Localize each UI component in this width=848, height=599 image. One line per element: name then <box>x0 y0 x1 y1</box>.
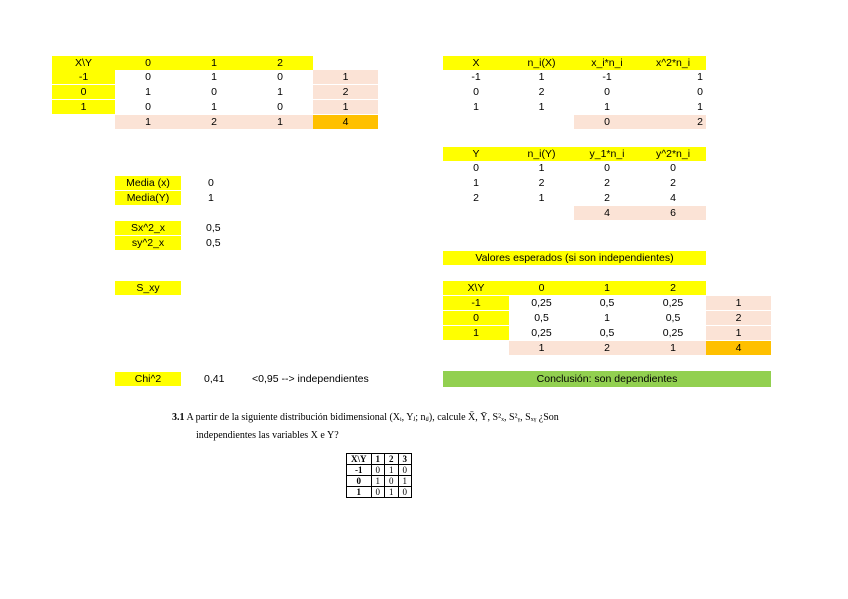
expected-col-total: 1 <box>509 341 574 355</box>
media-x-label: Media (x) <box>115 176 181 190</box>
joint-header-col: 0 <box>115 56 181 70</box>
x-marginal-cell: 1 <box>697 71 703 83</box>
joint-cell: 0 <box>211 86 217 98</box>
chi-square-label: Chi^2 <box>115 372 181 386</box>
expected-title: Valores esperados (si son independientes) <box>443 251 706 265</box>
problem-table-cell: 0 <box>398 487 412 498</box>
y-marginal-cell: 0 <box>473 162 479 174</box>
x-marginal-cell: 1 <box>473 101 479 113</box>
expected-cell: 0,5 <box>599 297 615 309</box>
variance-y-label: sy^2_x <box>115 236 181 250</box>
problem-table-cell: 1 <box>347 487 372 498</box>
conclusion-banner: Conclusión: son dependientes <box>443 371 771 387</box>
x-marginal-sum: 2 <box>640 115 706 129</box>
expected-cell: 0,25 <box>531 297 552 309</box>
expected-cell: 0,5 <box>599 327 615 339</box>
expected-cell: 1 <box>604 312 610 324</box>
y-marginal-header: y_1*n_i <box>574 147 640 161</box>
y-marginal-header: y^2*n_i <box>640 147 706 161</box>
joint-col-total: 1 <box>115 115 181 129</box>
x-marginal-cell: 1 <box>604 101 610 113</box>
x-marginal-cell: 0 <box>604 86 610 98</box>
y-marginal-sum: 6 <box>640 206 706 220</box>
chi-square-note: <0,95 --> independientes <box>252 373 369 385</box>
variance-y-value: 0,5 <box>206 237 221 249</box>
y-marginal-cell: 2 <box>670 177 676 189</box>
media-y-label: Media(Y) <box>115 191 181 205</box>
joint-row-label: 0 <box>52 85 115 99</box>
x-marginal-header: x_i*n_i <box>574 56 640 70</box>
joint-row-total: 1 <box>313 100 378 114</box>
y-marginal-cell: 1 <box>538 162 545 174</box>
x-marginal-cell: -1 <box>602 71 612 83</box>
problem-table-cell: 1 <box>371 476 385 487</box>
joint-header-xy: X\Y <box>52 56 115 70</box>
problem-table-cell: 0 <box>385 476 399 487</box>
problem-statement <box>172 411 559 443</box>
problem-text: A partir de la siguiente distribución bidimensional (Xᵢ, Yⱼ; nᵢⱼ), calcule X̄, Ȳ, S²ₓ, S²ᵧ, Sₓᵧ ¿Son <box>186 412 559 423</box>
expected-row-total: 1 <box>706 296 771 310</box>
expected-row-total: 1 <box>706 326 771 340</box>
problem-table-cell: 0 <box>371 487 385 498</box>
x-marginal-cell: 1 <box>538 101 545 113</box>
joint-cell: 1 <box>277 86 283 98</box>
y-marginal-cell: 2 <box>604 192 610 204</box>
joint-header-col: 2 <box>247 56 313 70</box>
joint-col-total: 2 <box>181 115 247 129</box>
expected-header-col: 0 <box>509 281 574 295</box>
expected-cell: 0,5 <box>665 312 681 324</box>
problem-table-cell: 0 <box>347 476 372 487</box>
joint-cell: 1 <box>211 101 217 113</box>
joint-row-label: 1 <box>52 100 115 114</box>
y-marginal-cell: 1 <box>538 192 545 204</box>
problem-table-cell: 1 <box>385 465 399 476</box>
expected-cell: 0,25 <box>662 327 684 339</box>
problem-table <box>346 453 412 498</box>
y-marginal-cell: 1 <box>473 177 479 189</box>
x-marginal-header: X <box>443 56 509 70</box>
x-marginal-cell: 0 <box>697 86 703 98</box>
problem-table-cell: 2 <box>385 454 399 465</box>
expected-row-total: 2 <box>706 311 771 325</box>
problem-table-cell: 0 <box>398 465 412 476</box>
expected-row-label: 0 <box>443 311 509 325</box>
problem-table-header <box>347 454 412 465</box>
problem-table-cell: -1 <box>347 465 372 476</box>
joint-row-label: -1 <box>52 70 115 84</box>
x-marginal-cell: 1 <box>697 101 703 113</box>
expected-cell: 0,25 <box>662 297 684 309</box>
joint-grand-total: 4 <box>313 115 378 129</box>
joint-cell: 1 <box>145 86 151 98</box>
joint-header-col: 1 <box>181 56 247 70</box>
problem-table-cell: 1 <box>371 454 385 465</box>
x-marginal-cell: 2 <box>538 86 545 98</box>
problem-line-2: independientes las variables X e Y? <box>196 430 339 441</box>
expected-cell: 0,25 <box>531 327 552 339</box>
problem-table-row <box>347 465 412 476</box>
problem-line-1 <box>172 411 559 425</box>
variance-x-value: 0,5 <box>206 222 221 234</box>
covariance-label: S_xy <box>115 281 181 295</box>
y-marginal-cell: 2 <box>538 177 545 189</box>
problem-table-cell: 1 <box>385 487 399 498</box>
x-marginal-cell: 0 <box>473 86 479 98</box>
y-marginal-cell: 0 <box>670 162 676 174</box>
y-marginal-cell: 0 <box>604 162 610 174</box>
y-marginal-cell: 2 <box>604 177 610 189</box>
media-y-value: 1 <box>208 192 214 204</box>
x-marginal-sum: 0 <box>574 115 640 129</box>
problem-table-cell: 1 <box>398 476 412 487</box>
problem-number: 3.1 <box>172 412 185 423</box>
problem-table-cell: X\Y <box>347 454 372 465</box>
y-marginal-header: Y <box>443 147 509 161</box>
expected-header-col: 1 <box>574 281 640 295</box>
media-x-value: 0 <box>208 177 214 189</box>
y-marginal-sum: 4 <box>574 206 640 220</box>
x-marginal-header: n_i(X) <box>509 56 574 70</box>
joint-row-total: 2 <box>313 85 378 99</box>
expected-row-label: 1 <box>443 326 509 340</box>
joint-cell: 0 <box>277 71 283 83</box>
problem-table-row <box>347 476 412 487</box>
y-marginal-cell: 2 <box>473 192 479 204</box>
expected-row-label: -1 <box>443 296 509 310</box>
joint-cell: 0 <box>145 101 151 113</box>
joint-cell: 1 <box>211 71 217 83</box>
variance-x-label: Sx^2_x <box>115 221 181 235</box>
y-marginal-cell: 4 <box>670 192 676 204</box>
expected-col-total: 1 <box>640 341 706 355</box>
expected-header-col: 2 <box>640 281 706 295</box>
joint-row-total: 1 <box>313 70 378 84</box>
expected-col-total: 2 <box>574 341 640 355</box>
expected-header-xy: X\Y <box>443 281 509 295</box>
x-marginal-cell: 1 <box>538 71 545 83</box>
problem-table-row <box>347 487 412 498</box>
y-marginal-header: n_i(Y) <box>509 147 574 161</box>
chi-square-value: 0,41 <box>204 373 225 385</box>
x-marginal-cell: -1 <box>471 71 481 83</box>
expected-grand-total: 4 <box>706 341 771 355</box>
problem-table-cell: 3 <box>398 454 412 465</box>
joint-col-total: 1 <box>247 115 313 129</box>
joint-cell: 0 <box>145 71 151 83</box>
x-marginal-header: x^2*n_i <box>640 56 706 70</box>
expected-cell: 0,5 <box>534 312 549 324</box>
joint-cell: 0 <box>277 101 283 113</box>
problem-table-cell: 0 <box>371 465 385 476</box>
